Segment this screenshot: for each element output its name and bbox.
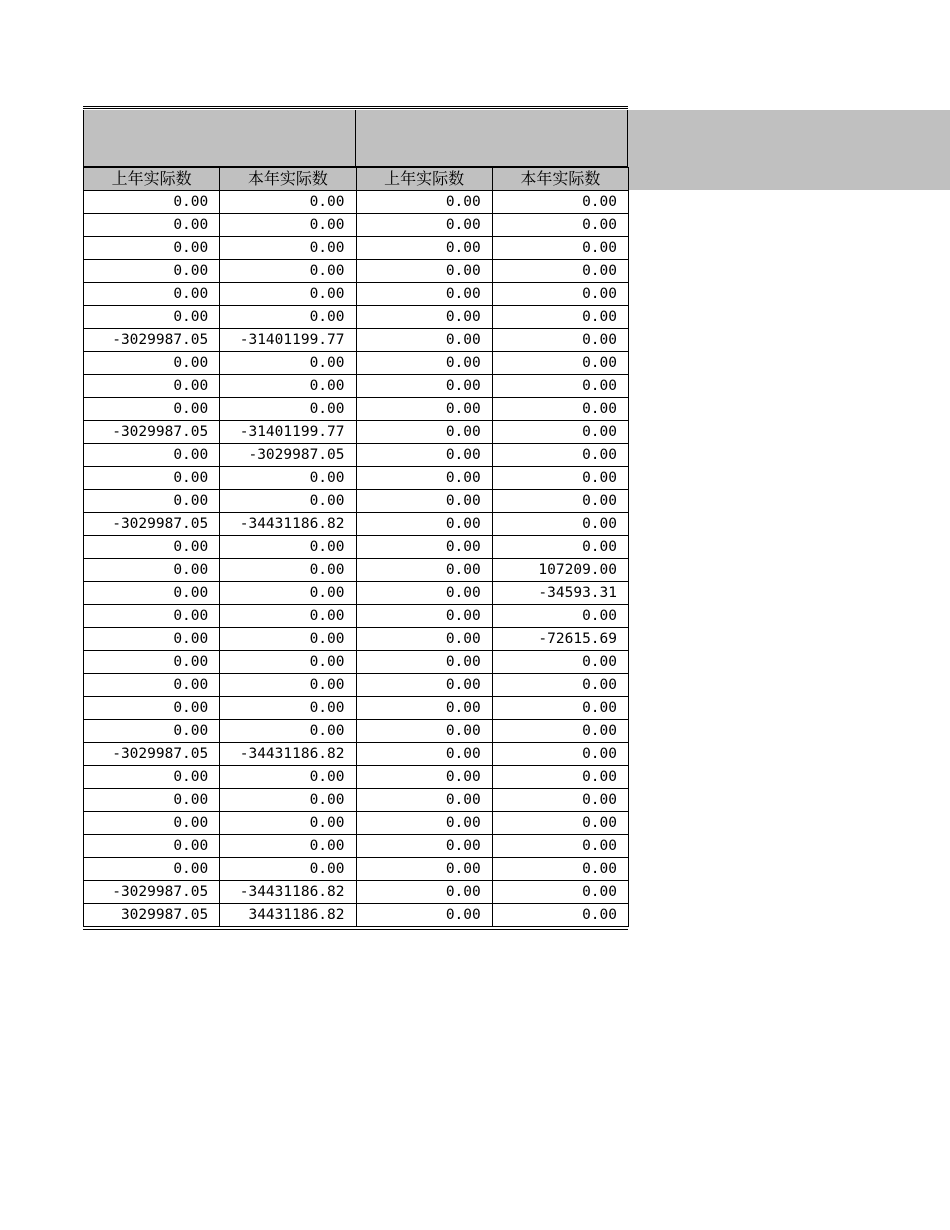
header-group-previous[interactable] (84, 110, 356, 166)
table-row (84, 835, 629, 858)
table-cell[interactable]: 0.00 (220, 467, 356, 490)
table-row (84, 674, 629, 697)
table-cell[interactable]: 0.00 (492, 467, 628, 490)
table-cell[interactable]: 0.00 (220, 260, 356, 283)
table-cell[interactable]: 0.00 (84, 605, 220, 628)
table-cell[interactable]: 0.00 (492, 743, 628, 766)
table-cell[interactable]: 0.00 (220, 605, 356, 628)
table-row (84, 881, 629, 904)
table-cell[interactable]: 0.00 (492, 720, 628, 743)
table-cell[interactable]: 0.00 (84, 352, 220, 375)
table-row (84, 904, 629, 927)
table-cell[interactable]: 0.00 (84, 628, 220, 651)
table-cell[interactable]: 0.00 (492, 398, 628, 421)
table-cell[interactable]: 0.00 (492, 283, 628, 306)
table-row (84, 513, 629, 536)
table-row (84, 605, 629, 628)
table-cell[interactable]: 0.00 (492, 674, 628, 697)
table-cell[interactable]: 0.00 (84, 306, 220, 329)
table-cell[interactable]: 0.00 (356, 904, 492, 927)
table-cell[interactable]: 0.00 (356, 674, 492, 697)
table-cell[interactable]: 3029987.05 (84, 904, 220, 927)
table-cell[interactable]: 0.00 (492, 490, 628, 513)
table-cell[interactable]: -3029987.05 (84, 513, 220, 536)
table-cell[interactable]: 0.00 (356, 237, 492, 260)
table-cell[interactable]: 0.00 (492, 766, 628, 789)
table-cell[interactable]: 0.00 (84, 398, 220, 421)
table-cell[interactable]: 0.00 (492, 789, 628, 812)
table-cell[interactable]: 0.00 (220, 812, 356, 835)
table-row (84, 628, 629, 651)
table-cell[interactable]: 0.00 (356, 467, 492, 490)
table-cell[interactable]: 0.00 (84, 536, 220, 559)
table-cell[interactable]: 0.00 (220, 835, 356, 858)
table-cell[interactable]: 0.00 (356, 789, 492, 812)
table-cell[interactable]: 0.00 (356, 743, 492, 766)
table-cell[interactable]: 0.00 (356, 582, 492, 605)
table-cell[interactable]: -31401199.77 (220, 421, 356, 444)
table-cell[interactable]: -34431186.82 (220, 743, 356, 766)
table-cell[interactable]: 107209.00 (492, 559, 628, 582)
table-cell[interactable]: 0.00 (84, 651, 220, 674)
table-row (84, 306, 629, 329)
header-shaded-band (628, 110, 950, 190)
table-cell[interactable]: 0.00 (84, 490, 220, 513)
table-row (84, 352, 629, 375)
table-cell[interactable]: 0.00 (220, 559, 356, 582)
table-cell[interactable]: 0.00 (356, 352, 492, 375)
table-cell[interactable]: 0.00 (492, 858, 628, 881)
table-cell[interactable]: 0.00 (492, 352, 628, 375)
table-row (84, 375, 629, 398)
table-cell[interactable]: 0.00 (84, 283, 220, 306)
table-row (84, 421, 629, 444)
table-cell[interactable]: 0.00 (492, 536, 628, 559)
table-cell[interactable]: 0.00 (220, 352, 356, 375)
table-cell[interactable]: 0.00 (84, 444, 220, 467)
table-cell[interactable]: -34431186.82 (220, 881, 356, 904)
table-cell[interactable]: 0.00 (356, 444, 492, 467)
table-cell[interactable]: 0.00 (492, 835, 628, 858)
column-header[interactable]: 上年实际数 (356, 168, 492, 191)
table-cell[interactable]: 0.00 (492, 237, 628, 260)
table-cell[interactable]: 0.00 (356, 835, 492, 858)
table-cell[interactable]: 0.00 (220, 582, 356, 605)
table-cell[interactable]: 0.00 (84, 559, 220, 582)
table-cell[interactable]: 0.00 (220, 536, 356, 559)
table-cell[interactable]: 0.00 (220, 674, 356, 697)
table-row (84, 743, 629, 766)
table-cell[interactable]: 0.00 (356, 283, 492, 306)
table-cell[interactable]: 0.00 (220, 283, 356, 306)
table-cell[interactable]: 0.00 (356, 651, 492, 674)
table-row (84, 237, 629, 260)
table-cell[interactable]: 0.00 (84, 191, 220, 214)
table-cell[interactable]: 0.00 (356, 398, 492, 421)
table-cell[interactable]: 0.00 (84, 214, 220, 237)
table-cell[interactable]: -3029987.05 (84, 881, 220, 904)
table-cell[interactable]: 0.00 (356, 421, 492, 444)
table-cell[interactable]: 0.00 (356, 628, 492, 651)
table-cell[interactable]: 0.00 (220, 697, 356, 720)
table-cell[interactable]: 0.00 (356, 536, 492, 559)
bottom-double-rule (83, 929, 628, 930)
table-row (84, 582, 629, 605)
top-double-rule-upper (83, 106, 628, 107)
table-cell[interactable]: 0.00 (84, 697, 220, 720)
table-body (84, 191, 629, 927)
table-cell[interactable]: 0.00 (220, 789, 356, 812)
table-row (84, 214, 629, 237)
table-cell[interactable]: 0.00 (356, 858, 492, 881)
table-row (84, 467, 629, 490)
table-cell[interactable]: 0.00 (356, 720, 492, 743)
table-row (84, 191, 629, 214)
table-cell[interactable]: 0.00 (356, 191, 492, 214)
table-row (84, 398, 629, 421)
table-cell[interactable]: 0.00 (84, 260, 220, 283)
table-cell[interactable]: 0.00 (84, 812, 220, 835)
table-cell[interactable]: 0.00 (492, 444, 628, 467)
table-row (84, 720, 629, 743)
table-cell[interactable]: 0.00 (492, 605, 628, 628)
table-cell[interactable]: 0.00 (220, 490, 356, 513)
table-cell[interactable]: 0.00 (356, 812, 492, 835)
column-header-row (84, 168, 629, 191)
table-cell[interactable]: 0.00 (84, 237, 220, 260)
table-cell[interactable]: 0.00 (220, 628, 356, 651)
table-cell[interactable]: 0.00 (356, 260, 492, 283)
table-cell[interactable]: 0.00 (220, 720, 356, 743)
table-row (84, 812, 629, 835)
table-cell[interactable]: 34431186.82 (220, 904, 356, 927)
column-header[interactable]: 本年实际数 (492, 168, 628, 191)
table-cell[interactable]: 0.00 (84, 766, 220, 789)
table-cell[interactable]: 0.00 (492, 881, 628, 904)
table-cell[interactable]: 0.00 (492, 260, 628, 283)
table-cell[interactable]: 0.00 (356, 697, 492, 720)
table-cell[interactable]: 0.00 (356, 881, 492, 904)
column-header[interactable]: 本年实际数 (220, 168, 356, 191)
table-cell[interactable]: 0.00 (84, 720, 220, 743)
table-row (84, 283, 629, 306)
top-double-rule-lower (83, 108, 628, 109)
table-cell[interactable]: 0.00 (356, 559, 492, 582)
table-row (84, 559, 629, 582)
table-cell[interactable]: 0.00 (492, 904, 628, 927)
table-cell[interactable]: 0.00 (84, 789, 220, 812)
header-group-current[interactable] (356, 110, 627, 166)
table-row (84, 329, 629, 352)
table-row (84, 789, 629, 812)
table-cell[interactable]: 0.00 (356, 329, 492, 352)
table-cell[interactable]: 0.00 (492, 513, 628, 536)
table-cell[interactable]: -3029987.05 (84, 329, 220, 352)
table-cell[interactable]: 0.00 (220, 214, 356, 237)
table-cell[interactable]: 0.00 (492, 214, 628, 237)
table-row (84, 766, 629, 789)
table-cell[interactable]: 0.00 (220, 398, 356, 421)
table-cell[interactable]: 0.00 (220, 191, 356, 214)
table-cell[interactable]: 0.00 (220, 858, 356, 881)
table-cell[interactable]: 0.00 (356, 306, 492, 329)
table-cell[interactable]: 0.00 (356, 766, 492, 789)
table-cell[interactable]: 0.00 (356, 490, 492, 513)
table-cell[interactable]: 0.00 (84, 375, 220, 398)
table-row (84, 651, 629, 674)
table-cell[interactable]: 0.00 (220, 306, 356, 329)
table-cell[interactable]: -34593.31 (492, 582, 628, 605)
column-header[interactable]: 上年实际数 (84, 168, 220, 191)
table-cell[interactable]: 0.00 (220, 237, 356, 260)
table-row (84, 858, 629, 881)
table-cell[interactable]: 0.00 (492, 421, 628, 444)
table-cell[interactable]: 0.00 (220, 375, 356, 398)
table-cell[interactable]: 0.00 (492, 697, 628, 720)
table-cell[interactable]: 0.00 (492, 329, 628, 352)
spreadsheet (83, 110, 628, 930)
table-cell[interactable]: 0.00 (84, 835, 220, 858)
table-cell[interactable]: 0.00 (356, 375, 492, 398)
table-cell[interactable]: 0.00 (84, 858, 220, 881)
table-cell[interactable]: 0.00 (220, 766, 356, 789)
table-cell[interactable]: 0.00 (492, 812, 628, 835)
table-cell[interactable]: 0.00 (84, 582, 220, 605)
table-cell[interactable]: 0.00 (492, 191, 628, 214)
table-cell[interactable]: -3029987.05 (84, 421, 220, 444)
table-cell[interactable]: -31401199.77 (220, 329, 356, 352)
header-group-row (83, 110, 628, 167)
table-row (84, 444, 629, 467)
table-cell[interactable]: 0.00 (356, 513, 492, 536)
table-cell[interactable]: 0.00 (84, 674, 220, 697)
table-cell[interactable]: -34431186.82 (220, 513, 356, 536)
table-cell[interactable]: 0.00 (356, 214, 492, 237)
table-row (84, 536, 629, 559)
table-cell[interactable]: -3029987.05 (220, 444, 356, 467)
table-cell[interactable]: -3029987.05 (84, 743, 220, 766)
table-cell[interactable]: -72615.69 (492, 628, 628, 651)
table-cell[interactable]: 0.00 (492, 651, 628, 674)
table-row (84, 490, 629, 513)
table-cell[interactable]: 0.00 (220, 651, 356, 674)
data-table (83, 167, 629, 927)
table-row (84, 260, 629, 283)
table-row (84, 697, 629, 720)
table-cell[interactable]: 0.00 (492, 375, 628, 398)
table-cell[interactable]: 0.00 (492, 306, 628, 329)
table-cell[interactable]: 0.00 (356, 605, 492, 628)
table-cell[interactable]: 0.00 (84, 467, 220, 490)
